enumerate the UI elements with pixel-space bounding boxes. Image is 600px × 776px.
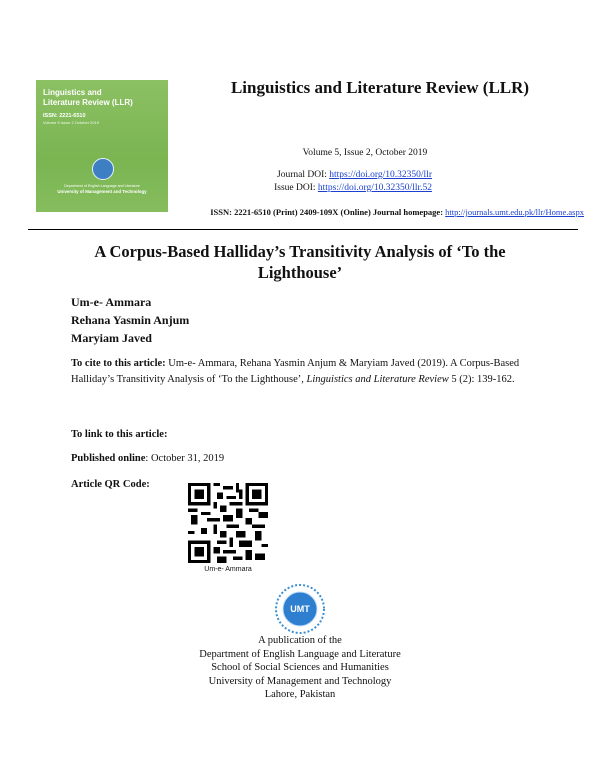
article-title: [60, 241, 540, 283]
homepage-link[interactable]: http://journals.umt.edu.pk/llr/Home.aspx: [445, 207, 584, 217]
cover-title: [43, 88, 161, 108]
publication-line: Department of English Language and Literature: [199, 648, 401, 660]
qr-label: Article QR Code:: [71, 479, 150, 490]
journal-doi: [277, 170, 432, 180]
link-label: To link to this article:: [71, 429, 168, 440]
umt-logo-icon: [268, 582, 332, 636]
journal-title: Linguistics and Literature Review (LLR): [230, 78, 530, 97]
issue-doi-link[interactable]: https://doi.org/10.32350/llr.52: [317, 183, 432, 193]
journal-cover-image: [36, 80, 168, 212]
issn-text: ISSN: 2221-6510 (Print) 2409-109X (Online) Journal homepage:: [210, 207, 444, 217]
issn-line: [210, 207, 584, 217]
cite-label: To cite to this article:: [71, 358, 166, 369]
volume-line: Volume 5, Issue 2, October 2019: [302, 148, 428, 158]
publication-line: A publication of the: [258, 635, 342, 646]
article-title-line2: Lighthouse’: [257, 263, 343, 282]
cover-publisher-line1: Department of English Language and Literature: [64, 184, 140, 188]
header-divider: [28, 229, 578, 230]
qr-code-icon[interactable]: [188, 482, 268, 564]
citation-block: [71, 356, 531, 388]
issue-doi: [274, 183, 432, 193]
author-name: Rehana Yasmin Anjum: [71, 313, 190, 327]
cover-volume: Volume 5 Issue 2 October 2019: [43, 120, 100, 125]
author-name: Maryiam Javed: [71, 331, 152, 345]
cite-text: Um-e- Ammara, Rehana Yasmin Anjum & Maryiam Javed (2019). A Corpus-Based Halliday’s Transitivity Analysis of ‘To the Lighthouse’,: [71, 358, 520, 385]
journal-doi-label: Journal DOI:: [277, 170, 327, 180]
cover-title-line1: Linguistics and: [43, 88, 102, 97]
qr-caption: Um-e- Ammara: [204, 566, 252, 573]
publication-line: University of Management and Technology: [208, 675, 392, 687]
publication-line: Lahore, Pakistan: [264, 689, 336, 700]
cite-journal: Linguistics and Literature Review: [306, 374, 449, 385]
published-label: Published online: [71, 453, 146, 464]
issue-doi-label: Issue DOI:: [274, 183, 316, 193]
cover-title-line2: Literature Review (LLR): [43, 98, 133, 107]
publication-line: School of Social Sciences and Humanities: [211, 662, 389, 673]
cite-rest: 5 (2): 139-162.: [451, 374, 515, 385]
author-name: Um-e- Ammara: [71, 295, 152, 309]
publication-info: [150, 634, 450, 702]
cover-publisher: [46, 184, 158, 194]
article-title-line1: A Corpus-Based Halliday’s Transitivity Analysis of ‘To the: [94, 242, 506, 261]
umt-logo-text: UMT: [290, 604, 310, 614]
cover-issn: ISSN: 2221-6510: [43, 113, 86, 119]
published-value: : October 31, 2019: [145, 453, 225, 464]
journal-doi-link[interactable]: https://doi.org/10.32350/llr: [329, 170, 432, 180]
cover-logo-icon: [92, 158, 114, 180]
cover-publisher-line2: University of Management and Technology: [57, 189, 147, 194]
author-list: [71, 293, 189, 347]
published-online: [71, 453, 224, 464]
